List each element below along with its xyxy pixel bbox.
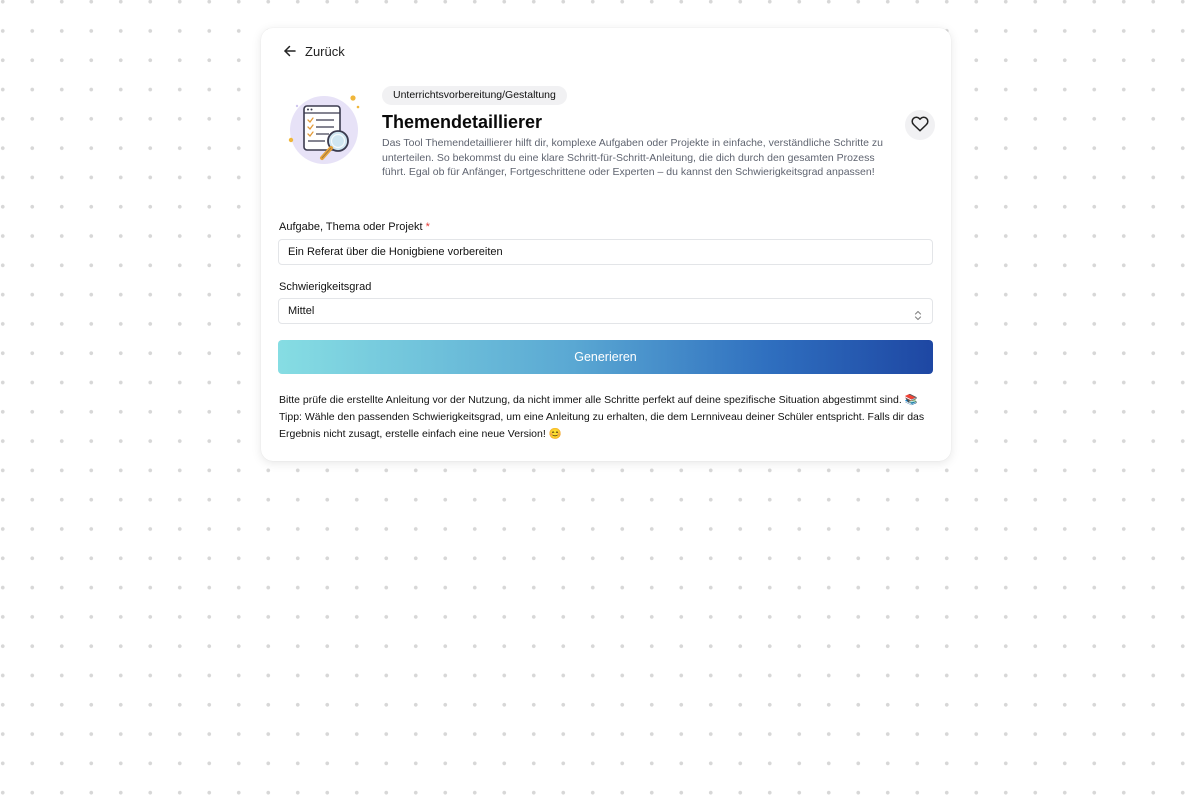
back-link[interactable] (283, 42, 345, 60)
difficulty-select[interactable] (278, 298, 933, 324)
category-badge: Unterrichtsvorbereitung/Gestaltung (382, 86, 567, 105)
back-link-label: Zurück (305, 43, 345, 59)
favorite-button[interactable] (905, 110, 935, 140)
tool-description: Das Tool Themendetaillierer hilft dir, komplexe Aufgaben oder Projekte in einfache, verständliche Schritte zu unterteilen. So bekommst du eine klare Schritt-für-Schritt-Anleitung, die dich durch den gesamten Prozess führt. Egal ob für Anfänger, Fortgeschrittene oder Experten – du kannst den Schwierigkeitsgrad anpassen! (382, 137, 883, 178)
arrow-left-icon (283, 44, 297, 58)
tool-title: Themendetaillierer (382, 112, 543, 132)
chevron-up-down-icon (914, 306, 922, 330)
required-mark: * (425, 221, 430, 233)
task-field-label-text: Aufgabe, Thema oder Projekt (279, 221, 423, 233)
tool-card (261, 28, 951, 461)
difficulty-select-value: Mittel (288, 305, 315, 317)
disclaimer-text: Bitte prüfe die erstellte Anleitung vor der Nutzung, da nicht immer alle Schritte perfekt auf deine spezifische Situation abgestimmt sind. 📚 Tipp: Wähle den passenden Schwierigkeitsgrad, um eine Anleitung zu erhalten, die dem Lernniveau deiner Schüler entspricht. Falls dir das Ergebnis nicht zusagt, erstelle einfach eine neue Version! 😊 (279, 394, 925, 440)
task-field-label (279, 220, 430, 234)
generate-button[interactable]: Generieren (278, 340, 933, 374)
difficulty-field-label: Schwierigkeitsgrad (279, 281, 372, 293)
task-input[interactable] (278, 239, 933, 265)
heart-outline-icon (911, 115, 929, 136)
checklist-magnifier-icon (287, 92, 363, 168)
